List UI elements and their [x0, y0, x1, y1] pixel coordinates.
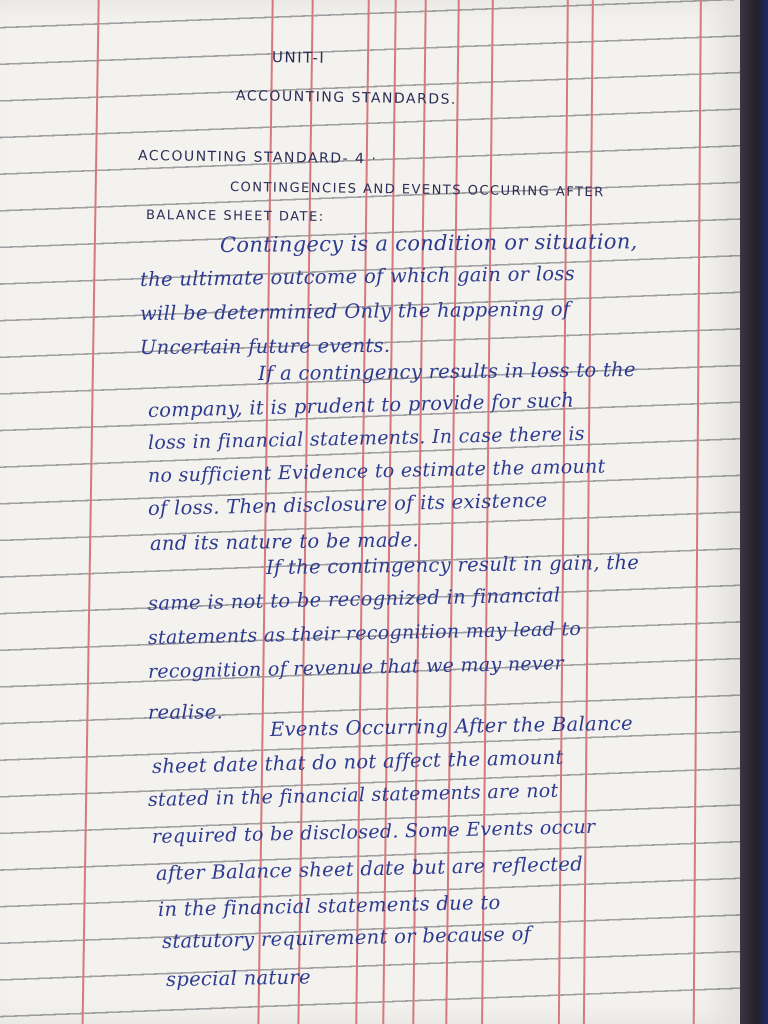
subtitle-line-1: CONTINGENCIES AND EVENTS OCCURING AFTER [229, 180, 605, 201]
page-edge-background [740, 0, 768, 1024]
body-line: required to be disclosed. Some Events occur [151, 815, 596, 848]
body-line: statements as their recognition may lead to [147, 617, 582, 649]
body-line: same is not to be recognized in financial [147, 583, 561, 615]
body-line: If the contingency result in gain, the [265, 550, 640, 579]
body-line: of loss. Then disclosure of its existence [147, 488, 548, 520]
body-line: and its nature to be made. [149, 528, 420, 555]
margin-line [583, 0, 594, 1024]
body-line: no sufficient Evidence to estimate the amount [147, 455, 606, 487]
body-line: recognition of revenue that we may never [147, 652, 565, 683]
body-line: Uncertain future events. [139, 333, 391, 359]
subtitle-line-2: BALANCE SHEET DATE: [145, 208, 325, 225]
body-line: in the financial statements due to [157, 890, 501, 921]
body-line: special nature [165, 965, 312, 991]
body-line: company, it is prudent to provide for such [147, 388, 575, 422]
body-line: sheet date that do not affect the amount [151, 745, 564, 778]
body-line: the ultimate outcome of which gain or loss [139, 261, 576, 291]
body-line: after Balance sheet date but are reflected [155, 852, 584, 885]
margin-line [81, 0, 100, 1024]
body-line: statutory requirement or because of [161, 922, 532, 953]
margin-line [692, 0, 701, 1024]
body-line: If a contingency results in loss to the [257, 358, 636, 385]
body-line: Contingecy is a condition or situation, [219, 229, 638, 257]
page-title: ACCOUNTING STANDARDS. [235, 88, 458, 108]
unit-heading: UNIT-I [271, 48, 326, 67]
standard-heading: ACCOUNTING STANDARD- 4 · [137, 148, 378, 168]
body-line: realise. [147, 700, 224, 724]
body-line: loss in financial statements. In case there is [147, 422, 586, 454]
body-line: will be determinied Only the happening of [139, 297, 571, 325]
body-line: Events Occurring After the Balance [269, 711, 634, 741]
body-line: stated in the financial statements are not [147, 779, 559, 811]
